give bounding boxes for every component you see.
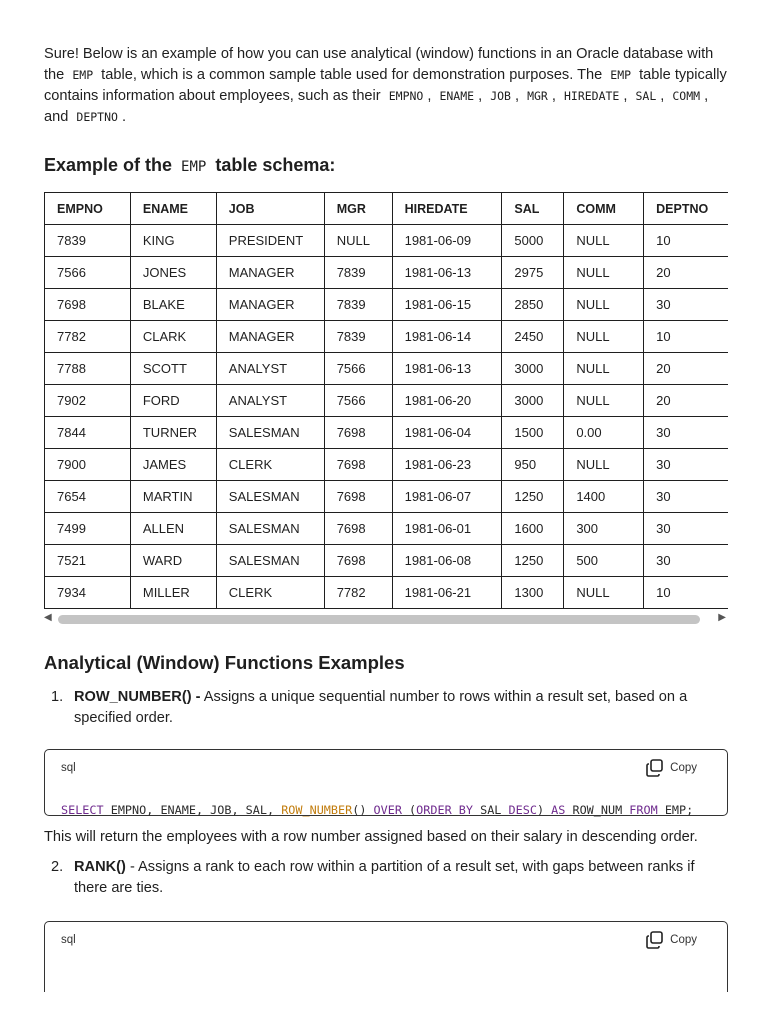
chat-response [44, 44, 728, 992]
table-cell: 7839 [324, 289, 392, 321]
table-row [45, 289, 729, 321]
inline-code-column: EMPNO [388, 89, 424, 103]
table-row [45, 545, 729, 577]
column-header: COMM [564, 193, 644, 225]
inline-code-deptno: DEPTNO [76, 110, 118, 124]
table-cell: 20 [644, 353, 728, 385]
column-header: ENAME [130, 193, 216, 225]
table-cell: BLAKE [130, 289, 216, 321]
table-cell: 2975 [502, 257, 564, 289]
column-header: JOB [216, 193, 324, 225]
scroll-left-icon[interactable]: ◀ [44, 612, 52, 623]
code-token: EMPNO, ENAME, JOB, SAL, [103, 803, 282, 817]
table-cell: 1981-06-04 [392, 417, 502, 449]
table-cell: CLERK [216, 449, 324, 481]
table-cell: 30 [644, 481, 728, 513]
list-item-title: ROW_NUMBER() - [74, 689, 201, 705]
table-cell: CLERK [216, 577, 324, 609]
table-cell: 7698 [324, 449, 392, 481]
table-cell: 1981-06-13 [392, 353, 502, 385]
intro-text: table typically contains information about employees, such as their [44, 67, 727, 104]
table-cell: NULL [564, 577, 644, 609]
intro-paragraph [44, 44, 728, 128]
table-cell: 1981-06-07 [392, 481, 502, 513]
table-cell: MANAGER [216, 321, 324, 353]
code-token: FROM [629, 803, 658, 817]
table-cell: 10 [644, 225, 728, 257]
list-item [44, 857, 728, 899]
table-cell: PRESIDENT [216, 225, 324, 257]
schema-heading-suffix: table schema: [210, 155, 336, 175]
table-cell: 500 [564, 545, 644, 577]
table-cell: SCOTT [130, 353, 216, 385]
code-token: SELECT [61, 803, 104, 817]
table-cell: 3000 [502, 385, 564, 417]
horizontal-scrollbar[interactable] [44, 610, 728, 626]
code-token: ORDER BY [416, 803, 473, 817]
column-header: MGR [324, 193, 392, 225]
table-cell: MANAGER [216, 257, 324, 289]
table-cell: WARD [130, 545, 216, 577]
list-item [44, 687, 728, 729]
code-token: ( [401, 803, 417, 817]
table-cell: 1981-06-01 [392, 513, 502, 545]
table-cell: SALESMAN [216, 417, 324, 449]
table-row [45, 225, 729, 257]
code-token: ) [536, 803, 552, 817]
inline-code-column: HIREDATE [563, 89, 620, 103]
table-cell: 7566 [324, 385, 392, 417]
column-header: EMPNO [45, 193, 131, 225]
column-header: HIREDATE [392, 193, 502, 225]
table-cell: NULL [564, 289, 644, 321]
table-header-row [45, 193, 729, 225]
table-cell: NULL [564, 385, 644, 417]
table-cell: ALLEN [130, 513, 216, 545]
table-cell: FORD [130, 385, 216, 417]
schema-heading [44, 155, 728, 176]
table-cell: 300 [564, 513, 644, 545]
table-cell: 950 [502, 449, 564, 481]
code-token: ROW_NUM [565, 803, 630, 817]
code-token: SAL [473, 803, 509, 817]
explanation-text: This will return the employees with a row number assigned based on their salary in descending order. [44, 829, 698, 845]
table-cell: ANALYST [216, 353, 324, 385]
table-row [45, 417, 729, 449]
table-cell: 7934 [45, 577, 131, 609]
table-cell: 30 [644, 289, 728, 321]
table-cell: KING [130, 225, 216, 257]
list-item-desc: - Assigns a rank to each row within a partition of a result set, with gaps between ranks if there are ties. [74, 859, 695, 896]
schema-heading-code: EMP [181, 159, 207, 175]
table-cell: 30 [644, 449, 728, 481]
scroll-right-icon[interactable]: ▶ [718, 612, 726, 623]
table-cell: 1981-06-14 [392, 321, 502, 353]
scrollbar-thumb[interactable] [58, 615, 700, 624]
table-cell: 1300 [502, 577, 564, 609]
emp-table-container[interactable] [44, 192, 728, 609]
table-cell: 7521 [45, 545, 131, 577]
table-cell: 1250 [502, 545, 564, 577]
table-row [45, 481, 729, 513]
list-number: 1. [51, 689, 64, 705]
table-cell: 2450 [502, 321, 564, 353]
table-cell: 1981-06-13 [392, 257, 502, 289]
table-cell: 1981-06-08 [392, 545, 502, 577]
inline-code-column: JOB [490, 89, 511, 103]
table-cell: 7782 [324, 577, 392, 609]
table-cell: 7698 [324, 481, 392, 513]
table-cell: 7839 [324, 321, 392, 353]
table-cell: 7839 [45, 225, 131, 257]
intro-text: Sure! Below is an example of how you can use analytical (window) functions in an Oracle database with the [44, 46, 714, 83]
code-token: () [352, 803, 374, 817]
copy-button[interactable] [645, 758, 697, 778]
copy-icon [645, 930, 665, 950]
table-cell: MARTIN [130, 481, 216, 513]
table-cell: 3000 [502, 353, 564, 385]
table-row [45, 577, 729, 609]
table-cell: 7698 [324, 513, 392, 545]
inline-code-emp: EMP [610, 68, 632, 82]
table-cell: 7698 [324, 417, 392, 449]
code-token: DESC [508, 803, 537, 817]
table-row [45, 449, 729, 481]
table-cell: CLARK [130, 321, 216, 353]
inline-code-column: ENAME [439, 89, 475, 103]
table-row [45, 385, 729, 417]
table-cell: 7782 [45, 321, 131, 353]
code-token: AS [551, 803, 566, 817]
code-block [44, 749, 728, 816]
inline-code-column: COMM [672, 89, 701, 103]
table-cell: 7499 [45, 513, 131, 545]
list-number: 2. [51, 859, 64, 875]
table-cell: SALESMAN [216, 481, 324, 513]
table-cell: 0.00 [564, 417, 644, 449]
table-cell: 20 [644, 385, 728, 417]
table-cell: 30 [644, 417, 728, 449]
table-cell: 7566 [324, 353, 392, 385]
table-cell: NULL [564, 225, 644, 257]
column-header: DEPTNO [644, 193, 728, 225]
table-cell: 7698 [45, 289, 131, 321]
table-cell: TURNER [130, 417, 216, 449]
table-cell: 7844 [45, 417, 131, 449]
table-cell: 1600 [502, 513, 564, 545]
table-cell: JAMES [130, 449, 216, 481]
table-row [45, 353, 729, 385]
table-cell: 1400 [564, 481, 644, 513]
table-cell: JONES [130, 257, 216, 289]
table-cell: 1981-06-23 [392, 449, 502, 481]
table-cell: 1500 [502, 417, 564, 449]
inline-code-emp: EMP [72, 68, 94, 82]
table-row [45, 513, 729, 545]
table-cell: 10 [644, 577, 728, 609]
table-cell: 10 [644, 321, 728, 353]
copy-label: Copy [670, 934, 697, 946]
table-cell: SALESMAN [216, 545, 324, 577]
table-row [45, 257, 729, 289]
inline-code-column: MGR [527, 89, 548, 103]
code-token: OVER [373, 803, 402, 817]
intro-text: table, which is a common sample table used for demonstration purposes. The [97, 67, 607, 83]
inline-code-column: SAL [635, 89, 657, 103]
table-cell: 7902 [45, 385, 131, 417]
table-cell: 2850 [502, 289, 564, 321]
table-cell: 1981-06-20 [392, 385, 502, 417]
intro-column-list: EMPNO , ENAME , JOB , MGR , HIREDATE , SAL , COMM [385, 88, 704, 104]
table-body [45, 225, 729, 609]
table-cell: NULL [564, 257, 644, 289]
column-header: SAL [502, 193, 564, 225]
table-cell: 7654 [45, 481, 131, 513]
table-cell: 20 [644, 257, 728, 289]
table-cell: 1981-06-09 [392, 225, 502, 257]
table-cell: MANAGER [216, 289, 324, 321]
table-cell: MILLER [130, 577, 216, 609]
copy-label: Copy [670, 762, 697, 774]
schema-heading-prefix: Example of the [44, 155, 178, 175]
table-cell: 7698 [324, 545, 392, 577]
code-content [61, 803, 693, 817]
table-cell: 1250 [502, 481, 564, 513]
table-cell: NULL [564, 353, 644, 385]
table-cell: 7788 [45, 353, 131, 385]
table-cell: 7566 [45, 257, 131, 289]
list-item-title: RANK() [74, 859, 126, 875]
code-language-label: sql [61, 934, 76, 946]
table-cell: SALESMAN [216, 513, 324, 545]
table-cell: NULL [564, 321, 644, 353]
copy-icon [645, 758, 665, 778]
emp-table [44, 192, 728, 609]
table-cell: 7900 [45, 449, 131, 481]
table-cell: NULL [324, 225, 392, 257]
table-cell: 7839 [324, 257, 392, 289]
table-cell: 30 [644, 513, 728, 545]
copy-button[interactable] [645, 930, 697, 950]
code-language-label: sql [61, 762, 76, 774]
table-cell: 1981-06-21 [392, 577, 502, 609]
section-heading: Analytical (Window) Functions Examples [44, 652, 405, 673]
table-cell: ANALYST [216, 385, 324, 417]
intro-text: , and [44, 88, 709, 125]
table-cell: 1981-06-15 [392, 289, 502, 321]
table-cell: NULL [564, 449, 644, 481]
code-block [44, 921, 728, 992]
table-cell: 5000 [502, 225, 564, 257]
table-row [45, 321, 729, 353]
intro-text: . [121, 109, 127, 125]
table-cell: 30 [644, 545, 728, 577]
list-item-desc: Assigns a unique sequential number to rows within a result set, based on a specified order. [74, 689, 688, 726]
code-token: ROW_NUMBER [281, 803, 353, 817]
code-token: EMP; [657, 803, 694, 817]
